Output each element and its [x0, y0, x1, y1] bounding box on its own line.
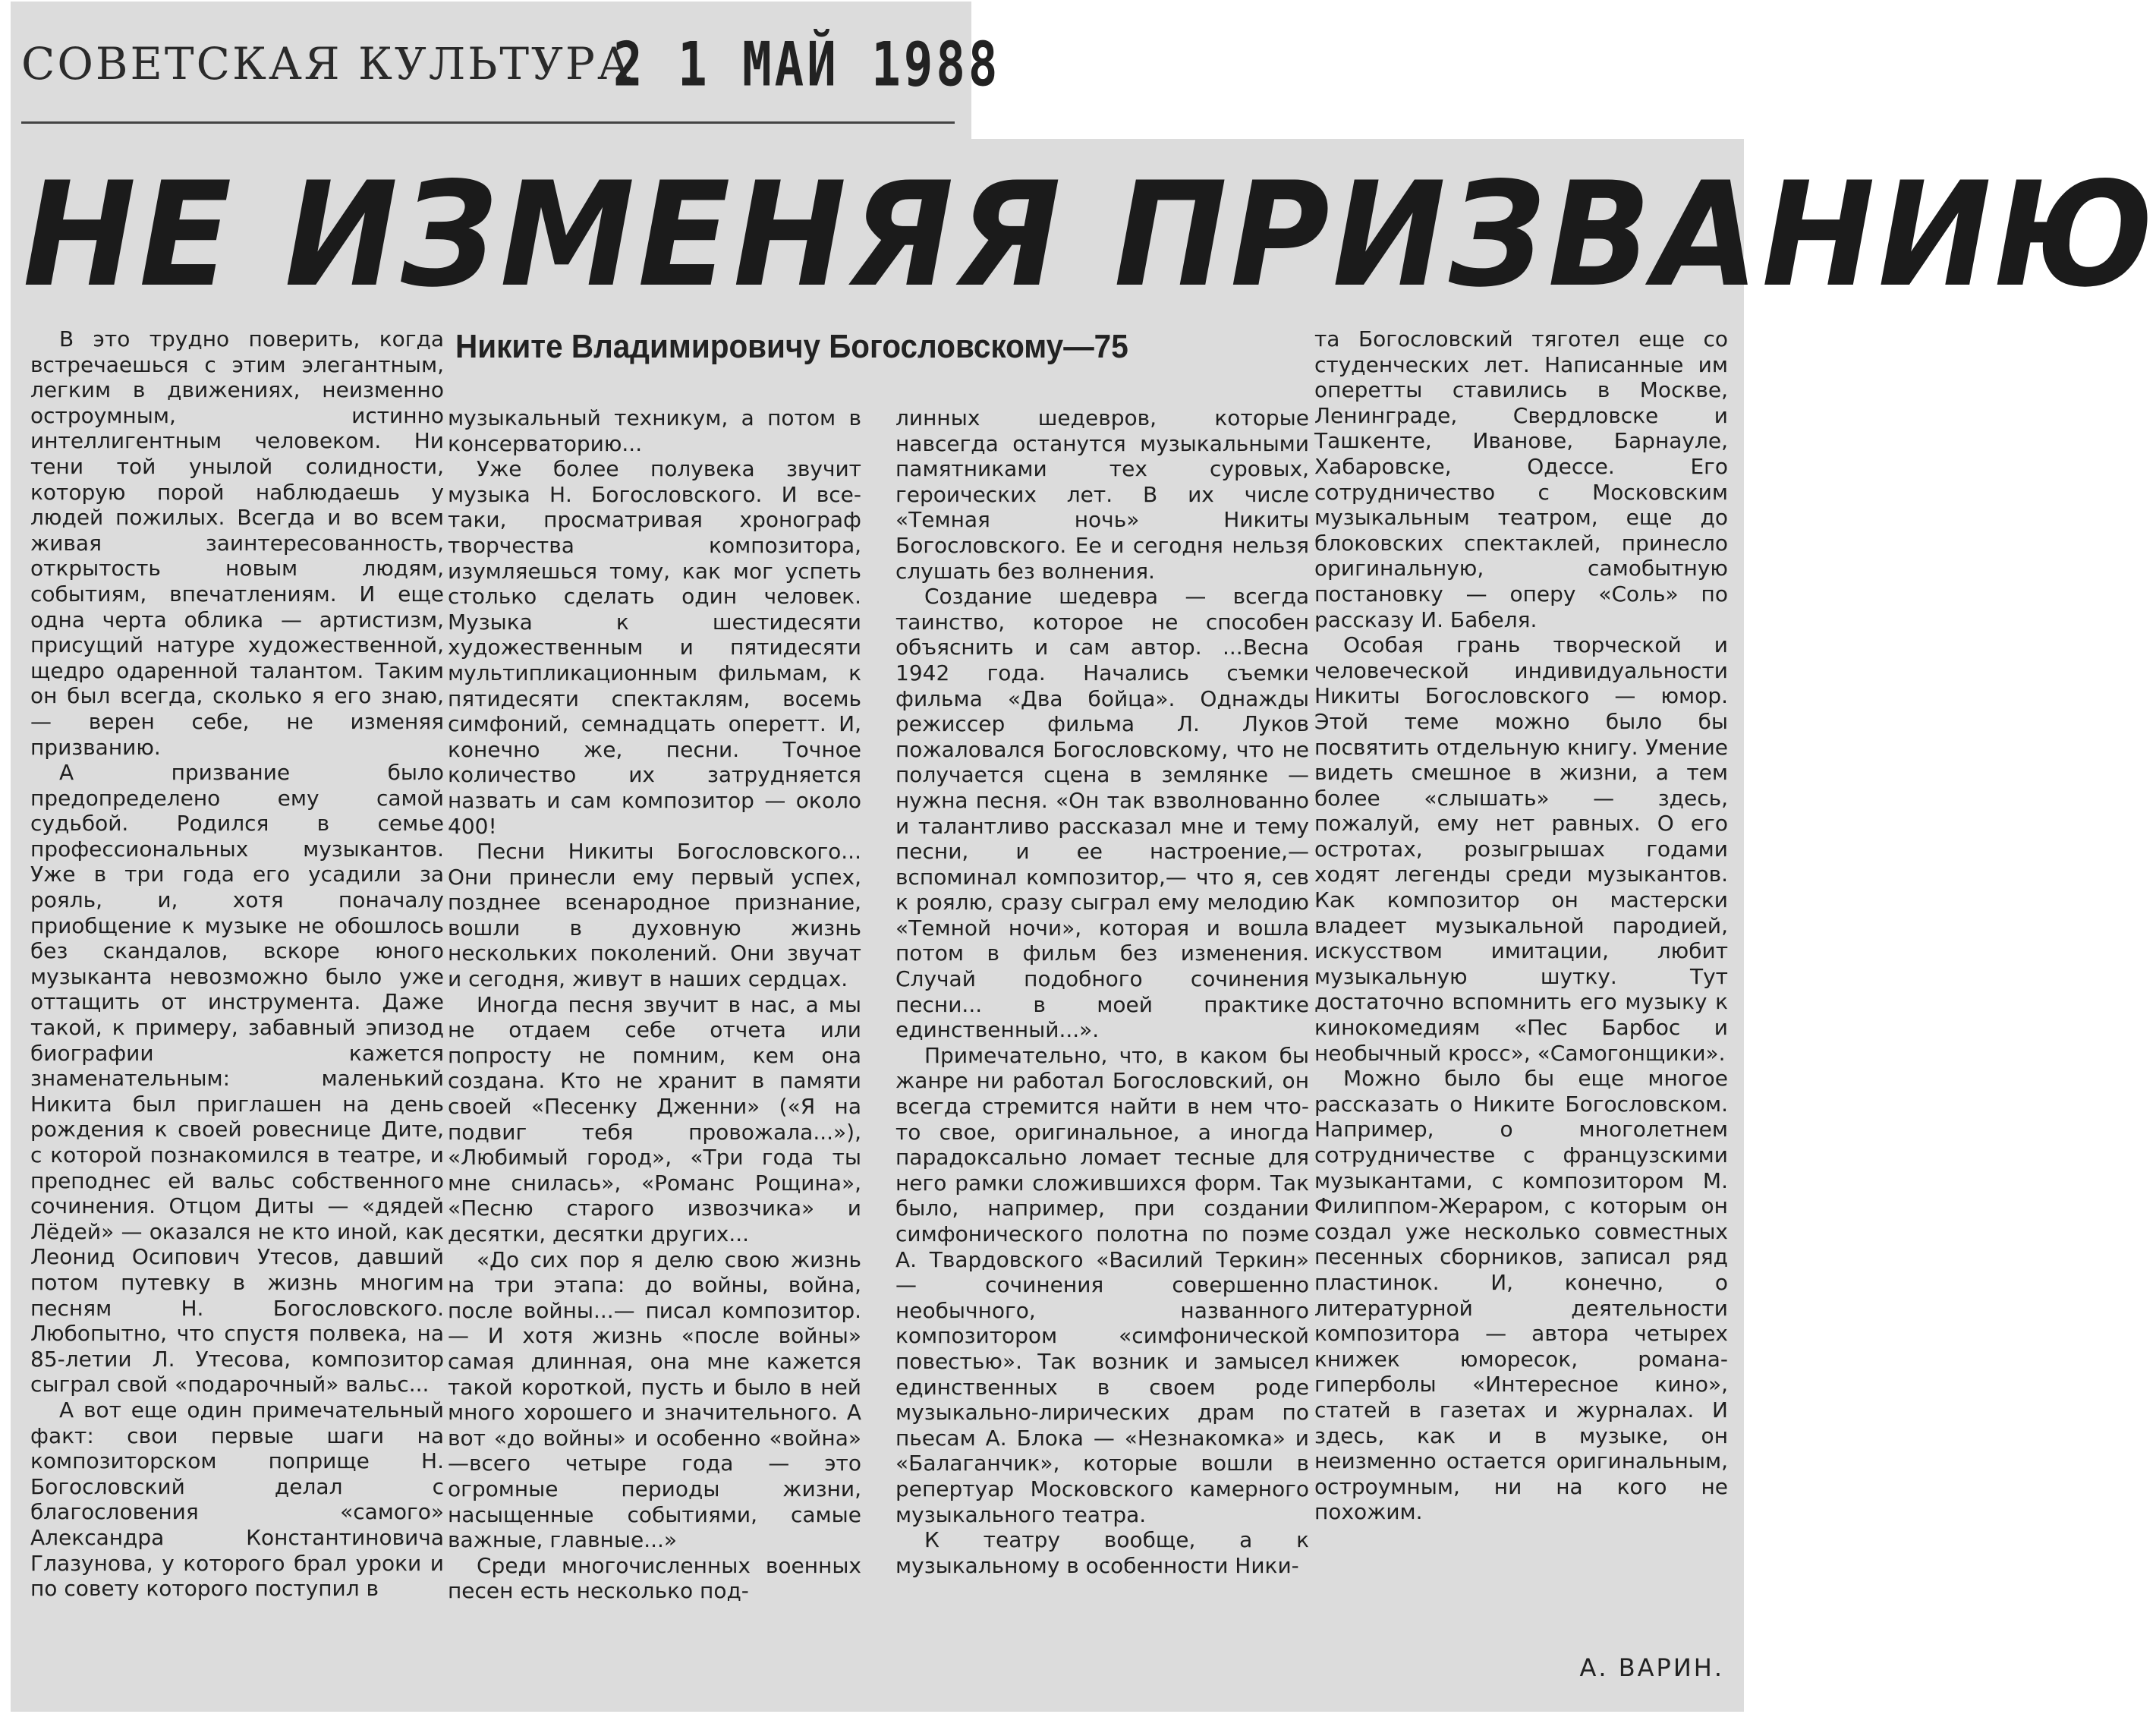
paragraph: «До сих пор я делю свою жизнь на три этапа: до войны, война, после войны...— писал композитор.— И хотя жизнь «после войны» самая длинная, она мне кажется такой короткой, пусть и было в ней много хорошего и значительного. А вот «до войны» и особенно «война» —всего четыре года — это огромные периоды жизни, насыщенные событиями, самые важные, главные...» — [448, 1246, 861, 1553]
paragraph: линных шедевров, которые навсегда останутся музыкальными памятниками тех суровых, героических лет. В их числе «Темная ночь» Никиты Богословского. Ее и сегодня нельзя слушать без волнения. — [895, 405, 1309, 584]
newspaper-masthead: СОВЕТСКАЯ КУЛЬТУРА — [21, 38, 633, 90]
paragraph: Песни Никиты Богословского... Они принесли ему первый успех, позднее всенародное признание, вошли в духовную жизнь нескольких поколений. Они звучат и сегодня, живут в наших сердцах. — [448, 839, 861, 992]
paragraph: музыкальный техникум, а потом в консерваторию... — [448, 405, 861, 456]
article-subheadline: Никите Владимировичу Богословскому—75 — [455, 328, 1128, 365]
paragraph: Примечательно, что, в каком бы жанре ни работал Богословский, он всегда стремится найти в нем что-то свое, оригинальное, а иногда парадоксально ломает тесные для него рамки сложившихся форм. Так было, например, при создании симфонического полотна по поэме А. Твардовского «Василий Теркин» — сочинения совершенно необычного, названного композитором «симфонической повестью». Так возник и замысел единственных в своем роде музыкально-лирических драм по пьесам А. Блока — «Незнакомка» и «Балаганчик», которые вошли в репертуар Московского камерного музыкального театра. — [895, 1042, 1309, 1527]
paragraph: та Богословский тяготел еще со студенческих лет. Написанные им оперетты ставились в Москве, Ленинграде, Свердловске и Ташкенте, Иванове, Барнауле, Хабаровске, Одессе. Его сотрудничество с Московским музыкальным театром, еще до блоковских спектаклей, принесло оригинальную, самобытную постановку — оперу «Соль» по рассказу И. Бабеля. — [1314, 326, 1728, 632]
paragraph: Уже более полувека звучит музыка Н. Богословского. И все-таки, просматривая хронограф творчества композитора, изумляешься тому, как мог успеть столько сделать один человек. Музыка к шестидесяти художественным и пятидесяти мультипликационным фильмам, к пятидесяти спектаклям, восемь симфоний, семнадцать оперетт. И, конечно же, песни. Точное количество их затрудняется назвать и сам композитор — около 400! — [448, 456, 861, 839]
paragraph: Среди многочисленных военных песен есть несколько под- — [448, 1552, 861, 1604]
date-stamp: 2 1 МАЙ 1988 — [613, 30, 1001, 101]
paragraph: Можно было бы еще многое рассказать о Никите Богословском. Например, о многолетнем сотрудничестве с французскими музыкантами, с композитором М. Филиппом-Жераром, с которым он создал уже несколько совместных песенных сборников, записал ряд пластинок. И, конечно, о литературной деятельности композитора — автора четырех книжек юморесок, романа-гиперболы «Интересное кино», статей в газетах и журналах. И здесь, как и в музыке, он неизменно остается оригинальным, остроумным, ни на кого не похожим. — [1314, 1066, 1728, 1525]
article-headline: НЕ ИЗМЕНЯЯ ПРИЗВАНИЮ — [23, 151, 2156, 319]
paragraph: К театру вообще, а к музыкальному в особенности Ники- — [895, 1527, 1309, 1578]
paragraph: Особая грань творческой и человеческой индивидуальности Никиты Богословского — юмор. Этой теме можно было бы посвятить отдельную книгу. Умение видеть смешное в жизни, а тем более «слышать» — здесь, пожалуй, ему нет равных. О его остротах, розыгрышах годами ходят легенды среди музыкантов. Как композитор он мастерски владеет музыкальной пародией, искусством имитации, любит музыкальную шутку. Тут достаточно вспомнить его музыку к кинокомедиям «Пес Барбос и необычный кросс», «Самогонщики». — [1314, 632, 1728, 1066]
author-signature: А. ВАРИН. — [1579, 1653, 1724, 1682]
article-column-4 — [1314, 326, 1728, 1647]
paragraph: А призвание было предопределено ему самой судьбой. Родился в семье профессиональных музыкантов. Уже в три года его усадили за рояль, и, хотя поначалу приобщение к музыке не обошлось без скандалов, вскоре юного музыканта невозможно было уже оттащить от инструмента. Даже такой, к примеру, забавный эпизод биографии кажется знаменательным: маленький Никита был приглашен на день рождения к своей ровеснице Дите, с которой познакомился в театре, и преподнес ей вальс собственного сочинения. Отцом Диты — «дядей Лёдей» — оказался не кто иной, как Леонид Осипович Утесов, давший потом путевку в жизнь многим песням Н. Богословского. Любопытно, что спустя полвека, на 85-летии Л. Утесова, композитор сыграл свой «подарочный» вальс... — [30, 760, 444, 1397]
paragraph: А вот еще один примечательный факт: свои первые шаги на композиторском поприще Н. Богословский делал с благословения «самого» Александра Константиновича Глазунова, у которого брал уроки и по совету которого поступил в — [30, 1397, 444, 1602]
paragraph: Создание шедевра — всегда таинство, которое не способен объяснить и сам автор. ...Весна 1942 года. Начались съемки фильма «Два бойца». Однажды режиссер фильма Л. Луков пожаловался Богословскому, что не получается сцена в землянке — нужна песня. «Он так взволнованно и талантливо рассказал мне и тему песни, и ее настроение,— вспоминал композитор,— что я, сев к роялю, сразу сыграл ему мелодию «Темной ночи», которая и вошла потом в фильм без изменения. Случай подобного сочинения песни... в моей практике единственный...». — [895, 584, 1309, 1043]
article-column-3 — [895, 405, 1309, 1688]
paragraph: В это трудно поверить, когда встречаешься с этим элегантным, легким в движениях, неизменно остроумным, истинно интеллигентным человеком. Ни тени той унылой солидности, которую порой наблюдаешь у людей пожилых. Всегда и во всем живая заинтересованность, открытость новым людям, событиям, впечатлениям. И еще одна черта облика — артистизм, присущий натуре художественной, щедро одаренной талантом. Таким он был всегда, сколько я его знаю,— верен себе, не изменяя призванию. — [30, 326, 444, 760]
masthead-divider — [21, 121, 955, 124]
article-column-1 — [30, 326, 444, 1685]
article-column-2 — [448, 405, 861, 1688]
paragraph: Иногда песня звучит в нас, а мы не отдаем себе отчета или попросту не помним, кем она создана. Кто не хранит в памяти своей «Песенку Дженни» («Я на подвиг тебя провожала...»), «Любимый город», «Три года ты мне снилась», «Романс Рощина», «Песню старого извозчика» и десятки, десятки других... — [448, 991, 861, 1246]
